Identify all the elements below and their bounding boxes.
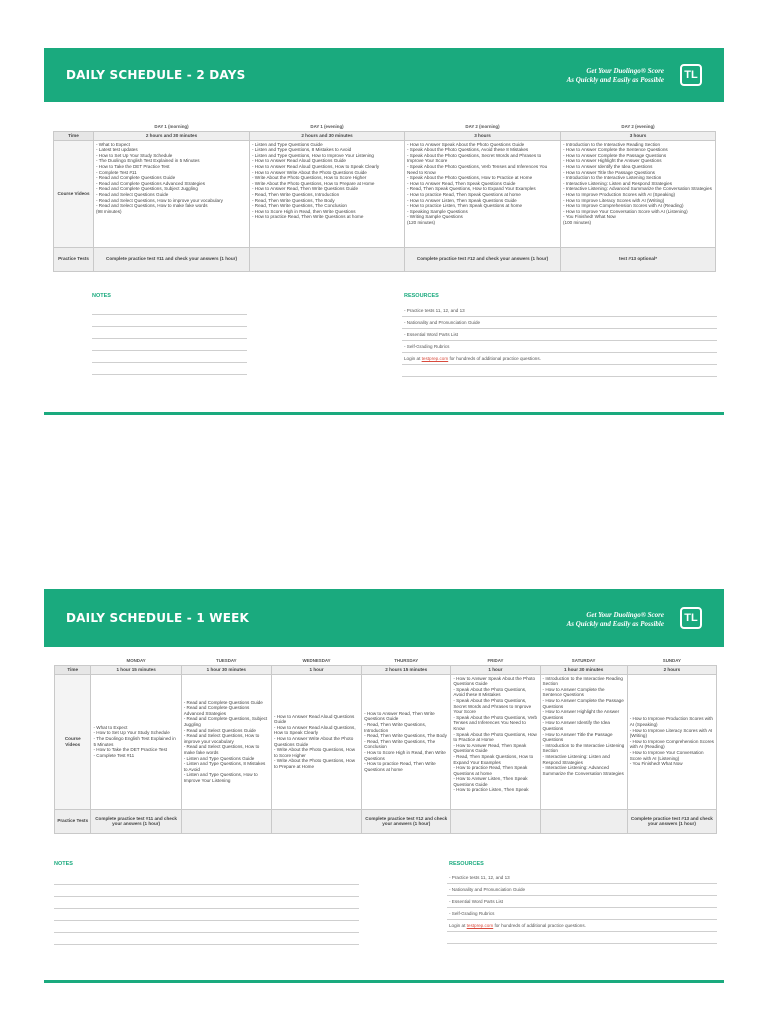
resource-line <box>447 943 717 944</box>
note-line <box>92 374 247 375</box>
practice-cell <box>540 809 627 833</box>
login-prefix: Login at <box>404 356 422 361</box>
time-label: Time <box>55 665 91 674</box>
resource-line <box>402 364 717 365</box>
resource-line <box>402 352 717 353</box>
practice-cell <box>250 247 405 271</box>
note-line <box>92 314 247 315</box>
resources-heading: RESOURCES <box>449 861 484 867</box>
note-line <box>54 896 359 897</box>
day-header: MONDAY <box>91 657 181 665</box>
resource-line <box>402 316 717 317</box>
videos-cell: - How to Answer Read Aloud Questions Guide - How to Answer Read Aloud Questions, How to Speak Clearly - How to Answer Write About the Photo Questions Guide - Write About the Photo Questions, How to Score Higher - Write About the Photo Questions, How to Prepare at Home <box>271 674 361 809</box>
day-header-row <box>55 657 717 665</box>
practice-cell: Complete practice test #12 and check your answers (1 hour) <box>405 247 561 271</box>
duration-cell: 1 hour 30 minutes <box>540 665 627 674</box>
resource-item: - Practice tests 11, 12, and 13 <box>404 308 465 313</box>
brand-logo-icon: TL <box>680 607 702 629</box>
practice-cell: test #13 optional* <box>561 247 716 271</box>
resource-line <box>447 907 717 908</box>
practice-cell: Complete practice test #11 and check your answers (1 hour) <box>94 247 250 271</box>
day-header: DAY 1 (morning) <box>94 123 250 131</box>
practice-cell: Complete practice test #12 and check your answers (1 hour) <box>362 809 451 833</box>
videos-cell: - What to Expect - Latest test updates - How to Set Up Your Study Schedule - The Duolingo English Test Explained in 5 Minutes - How to Take the DET Practice Test - Complete Test #11 - Read and Complete Questions Guide - Read and Complete Questions Advanced Strategies - Read and Complete Questions, Subject Juggling - Read and Select Questions Guide - Read and Select Questions, How to improve your vocabulary - Read and Select Questions, How to make fake words (98 minutes) <box>94 140 250 247</box>
practice-row <box>54 247 716 271</box>
note-line <box>92 362 247 363</box>
videos-label: Course Videos <box>54 140 94 247</box>
notes-heading: NOTES <box>92 293 111 299</box>
note-line <box>54 908 359 909</box>
duration-cell: 2 hours 15 minutes <box>362 665 451 674</box>
schedule-table-2days <box>53 123 716 272</box>
videos-label: Course Videos <box>55 674 91 809</box>
videos-row <box>54 140 716 247</box>
corner-cell <box>54 123 94 131</box>
time-label: Time <box>54 131 94 140</box>
videos-cell: - How to Improve Production Scores with AI (Speaking) - How to Improve Literacy Scores with AI (Writing) - How to Improve Comprehension Scores with AI (Reading) - How to Improve Your Conversation Score with AI (Listening) - You Finished! What Now <box>627 674 716 809</box>
note-line <box>54 932 359 933</box>
videos-cell: - Read and Complete Questions Guide - Read and Complete Questions Advanced Strategies - Read and Complete Questions, Subject Juggling - Read and Select Questions Guide - Read and Select Questions, How to improve your vocabulary - Read and Select Questions, How to make fake words - Listen and Type Questions Guide - Listen and Type Questions, 8 Mistakes to Avoid - Listen and Type Questions, How to Improve Your Listening <box>181 674 271 809</box>
resources-heading: RESOURCES <box>404 293 439 299</box>
note-line <box>54 884 359 885</box>
resource-item: - Self-Grading Rubrics <box>449 911 495 916</box>
resource-login <box>404 356 541 361</box>
resource-item: - Practice tests 11, 12, and 13 <box>449 875 510 880</box>
duration-cell: 2 hours and 30 minutes <box>250 131 405 140</box>
duration-cell: 2 hours <box>627 665 716 674</box>
brand-tagline <box>567 67 664 85</box>
note-line <box>92 350 247 351</box>
header-band-2days <box>44 48 724 102</box>
videos-cell: - Introduction to the Interactive Reading Section - How to Answer Complete the Sentence Questions - How to Answer Complete the Passage Questions - How to Answer Highlight the Answer Questions - How to Answer Identify the Idea Questions - How to Answer Title the Passage Questions - Introduction to the Interactive Listening Section - Interactive Listening: Listen and Respond Strategies - Interactive Listening: Advanced Summarize the Conversation Strategies - How to Improve Production Scores with AI (Speaking) - How to Improve Literacy Scores with AI (Writing) - How to Improve Comprehension Scores with AI (Reading) - How to Improve Your Conversation Score with AI (Listening) - You Finished! What Now (100 minutes) <box>561 140 716 247</box>
duration-cell: 3 hours <box>405 131 561 140</box>
practice-cell <box>451 809 540 833</box>
day-header: SUNDAY <box>627 657 716 665</box>
resource-item: - Nationality and Pronunciation Guide <box>404 320 481 325</box>
resource-item: - Essential Word Parts List <box>404 332 459 337</box>
resource-line <box>402 340 717 341</box>
time-row <box>55 665 717 674</box>
section-title: DAILY SCHEDULE - 2 DAYS <box>66 68 246 82</box>
resource-line <box>402 328 717 329</box>
corner-cell <box>55 657 91 665</box>
practice-label: Practice Tests <box>54 247 94 271</box>
brand-logo-icon: TL <box>680 64 702 86</box>
resource-login <box>449 923 586 928</box>
day-header: DAY 2 (morning) <box>405 123 561 131</box>
day-header-row <box>54 123 716 131</box>
note-line <box>92 338 247 339</box>
resource-line <box>402 376 717 377</box>
header-band-week <box>44 589 724 647</box>
videos-row <box>55 674 717 809</box>
testprep-link[interactable]: testprep.com <box>466 923 494 928</box>
duration-cell: 1 hour 15 minutes <box>91 665 181 674</box>
resource-line <box>447 895 717 896</box>
practice-label: Practice Tests <box>55 809 91 833</box>
videos-cell: - How to Answer Speak About the Photo Questions Guide - Speak About the Photo Questions, Avoid these 8 Mistakes - Speak About the Photo Questions, Secret Words and Phrases to Improve Your Score - Speak About the Photo Questions, Verb Tenses and Inferences You Need to Know - Speak About the Photo Questions, How to Practice at Home - How to Answer Read, Then Speak Questions Guide - Read, Then Speak Questions, How to Expand Your Examples - How to practice Read, Then Speak Questions at home - How to Answer Listen, Then Speak Questions Guide - How to practice Listen, Then Speak <box>451 674 540 809</box>
section-divider <box>44 980 724 983</box>
tagline-line-2: As Quickly and Easily as Possible <box>566 620 664 628</box>
schedule-table-week <box>54 657 717 834</box>
duration-cell: 1 hour <box>451 665 540 674</box>
practice-cell <box>271 809 361 833</box>
resource-item: - Nationality and Pronunciation Guide <box>449 887 526 892</box>
login-suffix: for hundreds of additional practice questions. <box>493 923 586 928</box>
videos-cell: - How to Answer Speak About the Photo Questions Guide - Speak About the Photo Questions, Avoid these 8 Mistakes - Speak About the Photo Questions, Secret Words and Phrases to Improve Your Score - Speak About the Photo Questions, Verb Tenses and Inferences You Need to Know - Speak About the Photo Questions, How to Practice at Home - How to Answer Read, Then Speak Questions Guide - Read, Then Speak Questions, How to Expand Your Examples - How to practice Read, Then Speak Questions at home - How to Answer Listen, Then Speak Questions Guide - How to practice Listen, Then Speak Questions at home - Speaking Sample Questions - Writing Sample Questions (120 minutes) <box>405 140 561 247</box>
resource-line <box>447 919 717 920</box>
duration-cell: 1 hour 30 minutes <box>181 665 271 674</box>
videos-cell: - What to Expect - How to Set Up Your Study Schedule - The Duolingo English Test Explained in 5 Minutes - How to Take the DET Practice Test - Complete Test #11 <box>91 674 181 809</box>
resource-line <box>447 883 717 884</box>
day-header: FRIDAY <box>451 657 540 665</box>
day-header: THURSDAY <box>362 657 451 665</box>
section-title: DAILY SCHEDULE - 1 WEEK <box>66 611 249 625</box>
duration-cell: 1 hour <box>271 665 361 674</box>
resource-item: - Essential Word Parts List <box>449 899 504 904</box>
videos-cell: - How to Answer Read, Then Write Questions Guide - Read, Then Write Questions, Introduction - Read, Then Write Questions, The Body - Read, Then Write Questions, The Conclusion - How to Score High in Read, then Write Questions - How to practice Read, Then Write Questions at home <box>362 674 451 809</box>
day-header: DAY 1 (evening) <box>250 123 405 131</box>
tagline-line-1: Get Your Duolingo® Score <box>586 67 664 75</box>
videos-cell: - Listen and Type Questions Guide - Listen and Type Questions, 8 Mistakes to Avoid - Listen and Type Questions, How to Improve Your Listening - How to Answer Read Aloud Questions Guide - How to Answer Read Aloud Questions, How to Speak Clearly - How to Answer Write About the Photo Questions Guide - Write About the Photo Questions, How to Score Higher - Write About the Photo Questions, How to Prepare at Home - How to Answer Read, Then Write Questions Guide - Read, Then Write Questions, Introduction - Read, Then Write Questions, The Body - Read, Then Write Questions, The Conclusion - How to Score High in Read, then Write Questions - How to practice Read, Then Write Questions at home <box>250 140 405 247</box>
resource-item: - Self-Grading Rubrics <box>404 344 450 349</box>
day-header: DAY 2 (evening) <box>561 123 716 131</box>
brand-tagline <box>567 611 664 629</box>
duration-cell: 2 hours and 30 minutes <box>94 131 250 140</box>
practice-cell: Complete practice test #13 and check your answers (1 hour) <box>627 809 716 833</box>
practice-cell: Complete practice test #11 and check your answers (1 hour) <box>91 809 181 833</box>
practice-cell <box>181 809 271 833</box>
note-line <box>54 920 359 921</box>
note-line <box>92 326 247 327</box>
day-header: WEDNESDAY <box>271 657 361 665</box>
login-suffix: for hundreds of additional practice questions. <box>448 356 541 361</box>
day-header: SATURDAY <box>540 657 627 665</box>
day-header: TUESDAY <box>181 657 271 665</box>
notes-heading: NOTES <box>54 861 73 867</box>
note-line <box>54 944 359 945</box>
resource-line <box>447 931 717 932</box>
section-divider <box>44 412 724 415</box>
testprep-link[interactable]: testprep.com <box>421 356 449 361</box>
time-row <box>54 131 716 140</box>
videos-cell: - Introduction to the Interactive Reading Section - How to Answer Complete the Sentence Questions - How to Answer Complete the Passage Questions - How to Answer Highlight the Answer Questions - How to Answer Identify the Idea Questions - How to Answer Title the Passage Questions - Introduction to the Interactive Listening Section - Interactive Listening: Listen and Respond Strategies - Interactive Listening: Advanced Summarize the Conversation Strategies <box>540 674 627 809</box>
login-prefix: Login at <box>449 923 467 928</box>
tagline-line-1: Get Your Duolingo® Score <box>586 611 664 619</box>
duration-cell: 3 hours <box>561 131 716 140</box>
practice-row <box>55 809 717 833</box>
tagline-line-2: As Quickly and Easily as Possible <box>566 76 664 84</box>
